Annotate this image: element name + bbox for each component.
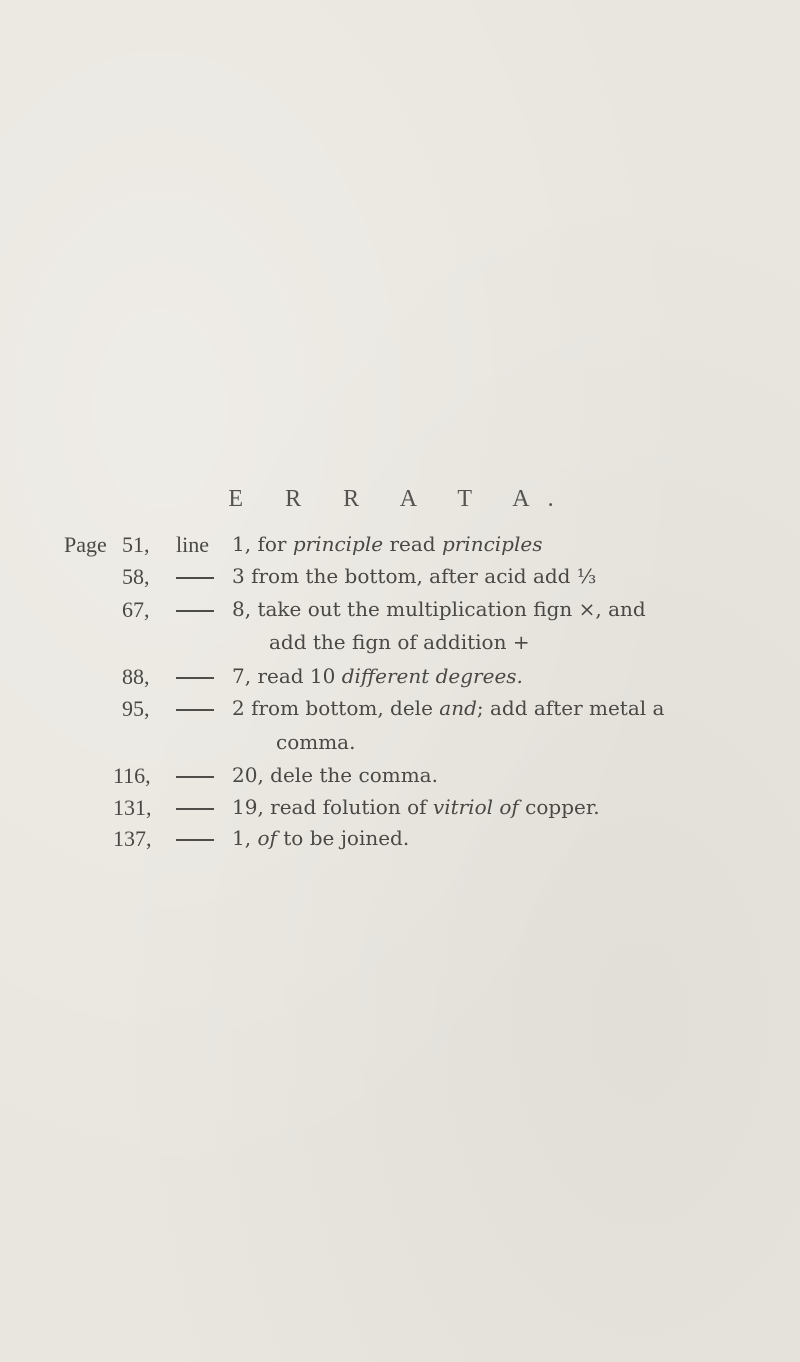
page-label: Page	[64, 532, 107, 557]
page-number: 116,	[113, 763, 151, 788]
page-number: 51,	[122, 532, 150, 557]
page-number: 95,	[122, 696, 150, 721]
errata-text: 1, for principle read principles	[232, 532, 543, 556]
errata-text: 3 from the bottom, after acid add ⅓	[232, 564, 597, 588]
page-number: 58,	[122, 564, 150, 589]
errata-title: E R R A T A.	[228, 486, 572, 512]
ditto-dash	[176, 776, 214, 778]
ditto-dash	[176, 808, 214, 810]
errata-text: 8, take out the multiplication fign ×, and	[232, 597, 646, 621]
page-number: 131,	[113, 795, 152, 820]
page-number: 137,	[113, 826, 152, 851]
ditto-dash	[176, 577, 214, 579]
errata-text: 20, dele the comma.	[232, 763, 438, 787]
errata-text: 7, read 10 different degrees.	[232, 664, 523, 688]
errata-text: 1, of to be joined.	[232, 826, 410, 850]
page-number: 88,	[122, 664, 150, 689]
ditto-dash	[176, 839, 214, 841]
errata-text: 19, read folution of vitriol of copper.	[232, 795, 600, 819]
continuation-text: add the fign of addition +	[269, 630, 530, 654]
page-number: 67,	[122, 597, 150, 622]
line-label: line	[176, 532, 209, 557]
ditto-dash	[176, 709, 214, 711]
ditto-dash	[176, 677, 214, 679]
continuation-text: comma.	[276, 730, 356, 754]
ditto-dash	[176, 610, 214, 612]
errata-text: 2 from bottom, dele and; add after metal a	[232, 696, 665, 720]
